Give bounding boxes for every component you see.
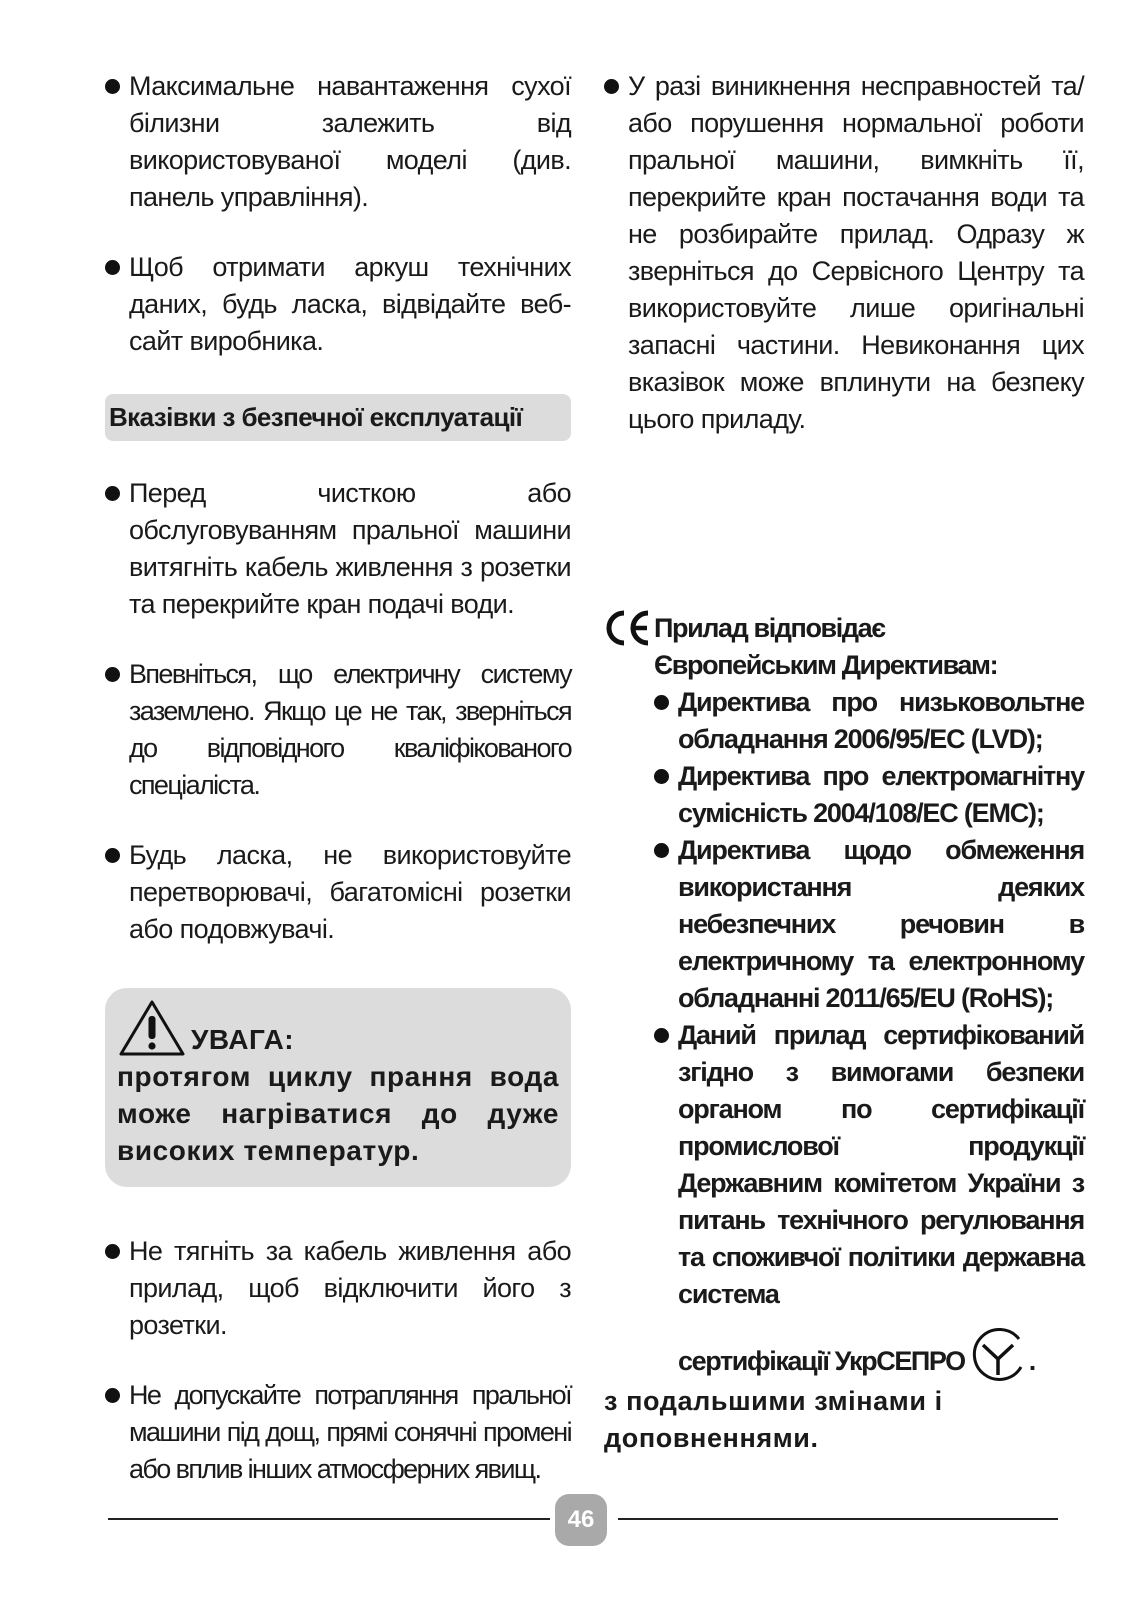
warning-text: протягом циклу прання вода може нагріватися до дуже високих температур. xyxy=(117,1061,559,1166)
right-column xyxy=(604,68,1084,1457)
bullet-icon xyxy=(654,695,669,710)
page-number-badge: 46 xyxy=(555,1494,607,1546)
list-item: Щоб отримати аркуш технічних даних, будь ласка, відвідайте веб-сайт виробника. xyxy=(105,249,571,360)
bullet-icon xyxy=(105,1244,120,1259)
bullet-icon xyxy=(105,260,120,275)
warning-box xyxy=(105,988,571,1187)
footer-divider-left xyxy=(108,1518,550,1520)
ce-mark-icon xyxy=(604,608,652,648)
bullet-icon xyxy=(105,1388,120,1403)
warning-title: УВАГА: xyxy=(191,1024,295,1055)
directive-item: Директива щодо обмеження використання деяких небезпечних речовин в електричному та електронному обладнанні 2011/65/EU (RoHS); xyxy=(654,832,1084,1017)
certification-period: . xyxy=(1028,1346,1035,1376)
bullet-icon xyxy=(105,667,120,682)
list-item: Не тягніть за кабель живлення або прилад, щоб відключити його з розетки. xyxy=(105,1233,571,1344)
left-column xyxy=(105,68,571,1488)
ce-compliance-block xyxy=(604,610,1084,1457)
warning-header xyxy=(117,996,559,1058)
amendments-note: з подальшими змінами і доповненнями. xyxy=(604,1386,943,1453)
certification-text: сертифікації УкрСЕПРО xyxy=(678,1346,965,1376)
bullet-icon xyxy=(654,843,669,858)
directive-item: Даний прилад сертифікований згідно з вимогами безпеки органом по сертифікації промислової продукції Державним комітетом України з питань технічного регулювання та споживчої політики державна система xyxy=(654,1017,1084,1313)
list-item: У разі виникнення несправностей та/або порушення нормальної роботи пральної машини, вимкніть її, перекрийте кран постачання води та не розбирайте прилад. Одразу ж зверніться до Сервісного Центру та використовуйте лише оригінальні запасні частини. Невиконання цих вказівок може вплинути на безпеку цього приладу. xyxy=(604,68,1084,438)
list-item: Впевніться, що електричну систему заземлено. Якщо це не так, зверніться до відповідного кваліфікованого спеціаліста. xyxy=(105,656,571,804)
directive-item: Директива про електромагнітну сумісність 2004/108/EC (EMC); xyxy=(654,758,1084,832)
list-item: Будь ласка, не використовуйте перетворювачі, багатомісні розетки або подовжувачі. xyxy=(105,837,571,948)
ce-heading-row xyxy=(604,610,1084,684)
bullet-icon xyxy=(654,1028,669,1043)
certification-line xyxy=(654,1327,1084,1377)
list-item: Перед чисткою або обслуговуванням пральної машини витягніть кабель живлення з розетки та перекрийте кран подачі води. xyxy=(105,475,571,623)
directive-list xyxy=(654,684,1084,1377)
ce-heading: Прилад відповідає Європейським Директивам: xyxy=(654,613,998,680)
footer-divider-right xyxy=(618,1518,1058,1520)
warning-triangle-icon xyxy=(117,998,187,1058)
list-item: Максимальне навантаження сухої білизни залежить від використовуваної моделі (див. панель управління). xyxy=(105,68,571,216)
bullet-icon xyxy=(105,79,120,94)
directive-item: Директива про низьковольтне обладнання 2006/95/EC (LVD); xyxy=(654,684,1084,758)
ukrsepro-mark-icon xyxy=(967,1327,1029,1383)
bullet-icon xyxy=(654,769,669,784)
bullet-icon xyxy=(604,79,619,94)
bullet-icon xyxy=(105,486,120,501)
bullet-icon xyxy=(105,848,120,863)
section-heading: Вказівки з безпечної експлуатації xyxy=(105,394,571,441)
list-item: Не допускайте потрапляння пральної машини під дощ, прямі сонячні промені або вплив інших атмосферних явищ. xyxy=(105,1377,571,1488)
